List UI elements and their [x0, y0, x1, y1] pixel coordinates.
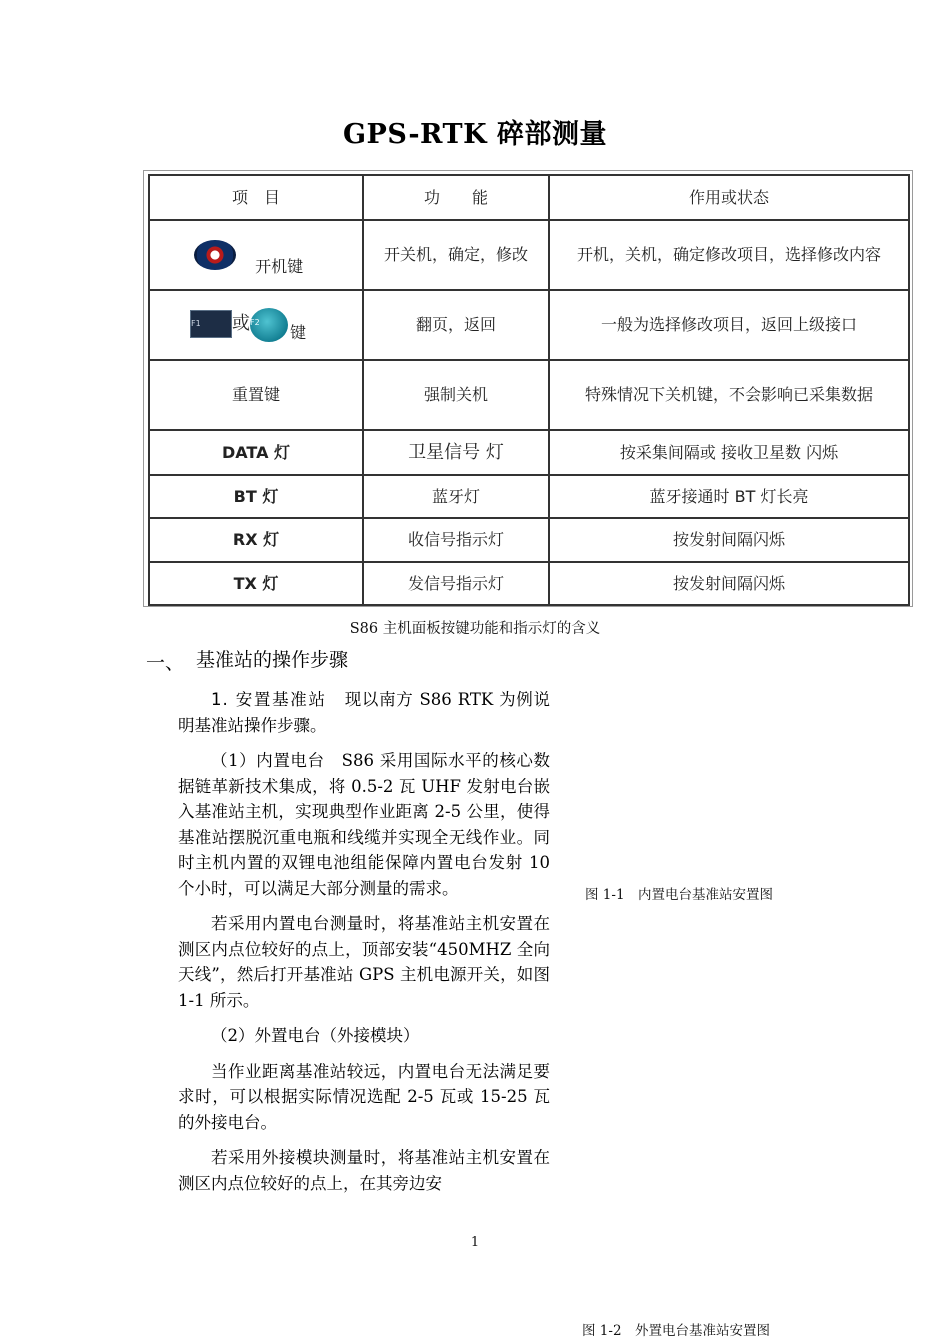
cell-item: BT 灯	[149, 475, 363, 518]
body-text	[178, 687, 550, 1206]
f2-key-icon: F2	[250, 308, 288, 342]
cell-status: 按发射间隔闪烁	[549, 518, 909, 562]
paragraph-2: （1）内置电台 S86 采用国际水平的核心数据链革新技术集成，将 0.5-2 瓦 UHF 发射电台嵌入基准站主机，实现典型作业距离 2-5 公里，使得基准站摆脱沉重电瓶和线缆并实现全无线作业。同时主机内置的双锂电池组能保障内置电台发射 10 个小时，可以满足大部分测量的需求。	[178, 751, 550, 898]
table-row	[149, 220, 909, 290]
paragraph-6: 若采用外接模块测量时，将基准站主机安置在测区内点位较好的点上，在其旁边安	[178, 1148, 550, 1193]
table-row	[149, 518, 909, 562]
key-function-table	[148, 174, 910, 606]
section-number: 一、	[146, 652, 185, 674]
paragraph-3: 若采用内置电台测量时，将基准站主机安置在测区内点位较好的点上，顶部安装“450MHZ 全向天线”，然后打开基准站 GPS 主机电源开关，如图 1-1 所示。	[178, 914, 550, 1010]
cell-status: 按采集间隔或 接收卫星数 闪烁	[549, 430, 909, 475]
cell-item	[149, 290, 363, 360]
paragraph-1-text: 现以南方 S86 RTK 为例说明基准站操作步骤。	[178, 690, 551, 735]
cell-function: 发信号指示灯	[363, 562, 549, 605]
cell-item: 重置键	[149, 360, 363, 430]
step-label: 1. 安置基准站	[211, 690, 327, 709]
header-item: 项 目	[149, 175, 363, 220]
item-key-label: 键	[290, 323, 307, 343]
header-status: 作用或状态	[549, 175, 909, 220]
table-row	[149, 360, 909, 430]
section-heading: 基准站的操作步骤	[196, 649, 349, 671]
cell-function: 强制关机	[363, 360, 549, 430]
cell-function: 卫星信号 灯	[363, 430, 549, 475]
figure-1-caption: 图 1-1 内置电台基准站安置图	[585, 887, 774, 903]
table-row	[149, 562, 909, 605]
cell-item: DATA 灯	[149, 430, 363, 475]
table-row	[149, 290, 909, 360]
document-title: GPS-RTK 碎部测量	[343, 119, 607, 150]
figure-2-caption: 图 1-2 外置电台基准站安置图	[582, 1323, 771, 1339]
cell-function: 翻页，返回	[363, 290, 549, 360]
item-label: 开机键	[255, 256, 304, 276]
header-function: 功 能	[363, 175, 549, 220]
cell-status: 开机，关机，确定修改项目，选择修改内容	[549, 220, 909, 290]
cell-status: 按发射间隔闪烁	[549, 562, 909, 605]
cell-item: TX 灯	[149, 562, 363, 605]
cell-status: 蓝牙接通时 BT 灯长亮	[549, 475, 909, 518]
cell-function: 收信号指示灯	[363, 518, 549, 562]
paragraph-4: （2）外置电台（外接模块）	[211, 1026, 420, 1045]
paragraph-5: 当作业距离基准站较远，内置电台无法满足要求时，可以根据实际情况选配 2-5 瓦或 15-25 瓦的外接电台。	[178, 1061, 550, 1132]
cell-function: 蓝牙灯	[363, 475, 549, 518]
cell-item	[149, 220, 363, 290]
table-caption: S86 主机面板按键功能和指示灯的含义	[349, 621, 601, 637]
power-key-icon	[194, 240, 236, 270]
table-row	[149, 430, 909, 475]
cell-function: 开关机，确定，修改	[363, 220, 549, 290]
item-or-label: 或	[232, 313, 250, 334]
cell-status: 一般为选择修改项目，返回上级接口	[549, 290, 909, 360]
cell-status: 特殊情况下关机键，不会影响已采集数据	[549, 360, 909, 430]
f1-key-icon: F1	[190, 310, 232, 338]
table-row	[149, 475, 909, 518]
page-number: 1	[470, 1235, 480, 1250]
table-header-row	[149, 175, 909, 220]
cell-item: RX 灯	[149, 518, 363, 562]
paragraph-1	[178, 687, 550, 738]
